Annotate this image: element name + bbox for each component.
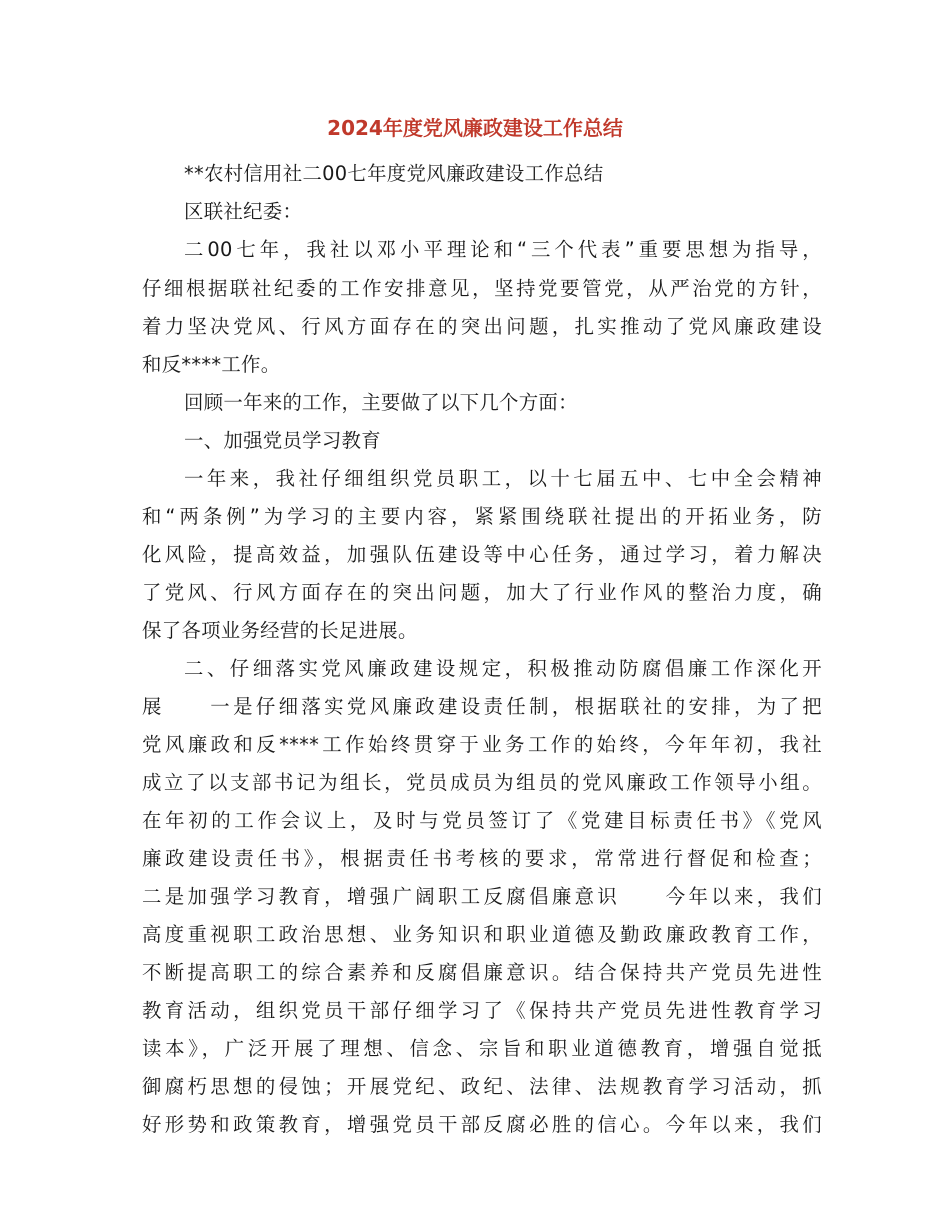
paragraph-line: 二00七年，我社以邓小平理论和“三个代表”重要思想为指导， xyxy=(184,238,822,261)
paragraph-line: 保了各项业务经营的长足进展。 xyxy=(142,619,418,642)
paragraph-line: 在年初的工作会议上，及时与党员签订了《党建目标责任书》《党风 xyxy=(142,809,822,832)
paragraph-line: 化风险，提高效益，加强队伍建设等中心任务，通过学习，着力解决 xyxy=(142,543,822,566)
section-heading: 一、加强党员学习教育 xyxy=(184,429,381,452)
paragraph-line: 二是加强学习教育，增强广阔职工反腐倡廉意识 今年以来，我们 xyxy=(142,885,822,908)
paragraph-line: 区联社纪委： xyxy=(184,200,303,223)
paragraph-line: 廉政建设责任书》，根据责任书考核的要求，常常进行督促和检查； xyxy=(142,847,822,870)
paragraph-line: 了党风、行风方面存在的突出问题，加大了行业作风的整治力度，确 xyxy=(142,581,822,604)
paragraph-line: 回顾一年来的工作，主要做了以下几个方面： xyxy=(184,391,578,414)
paragraph-line: 好形势和政策教育，增强党员干部反腐必胜的信心。今年以来，我们 xyxy=(142,1113,822,1136)
paragraph-line: 不断提高职工的综合素养和反腐倡廉意识。结合保持共产党员先进性 xyxy=(142,961,822,984)
paragraph-line: 着力坚决党风、行风方面存在的突出问题，扎实推动了党风廉政建设 xyxy=(142,315,822,338)
paragraph-line: 御腐朽思想的侵蚀；开展党纪、政纪、法律、法规教育学习活动，抓 xyxy=(142,1075,822,1098)
paragraph-line: **农村信用社二00七年度党风廉政建设工作总结 xyxy=(184,162,604,185)
paragraph-line: 仔细根据联社纪委的工作安排意见，坚持党要管党，从严治党的方针， xyxy=(142,277,822,300)
paragraph-line: 教育活动，组织党员干部仔细学习了《保持共产党员先进性教育学习 xyxy=(142,999,822,1022)
paragraph-line: 一年来，我社仔细组织党员职工，以十七届五中、七中全会精神 xyxy=(184,467,822,490)
document-title: 2024年度党风廉政建设工作总结 xyxy=(327,116,623,140)
paragraph-line: 高度重视职工政治思想、业务知识和职业道德及勤政廉政教育工作， xyxy=(142,923,822,946)
paragraph-line: 党风廉政和反****工作始终贯穿于业务工作的始终，今年年初，我社 xyxy=(142,733,822,756)
paragraph-line: 成立了以支部书记为组长，党员成员为组员的党风廉政工作领导小组。 xyxy=(142,771,822,794)
section-heading: 二、仔细落实党风廉政建设规定，积极推动防腐倡廉工作深化开 xyxy=(184,657,822,680)
paragraph-line: 展 一是仔细落实党风廉政建设责任制，根据联社的安排，为了把 xyxy=(142,695,822,718)
paragraph-line: 和反****工作。 xyxy=(142,353,281,376)
paragraph-line: 读本》，广泛开展了理想、信念、宗旨和职业道德教育，增强自觉抵 xyxy=(142,1037,822,1060)
paragraph-line: 和“两条例”为学习的主要内容，紧紧围绕联社提出的开拓业务，防 xyxy=(142,505,822,528)
